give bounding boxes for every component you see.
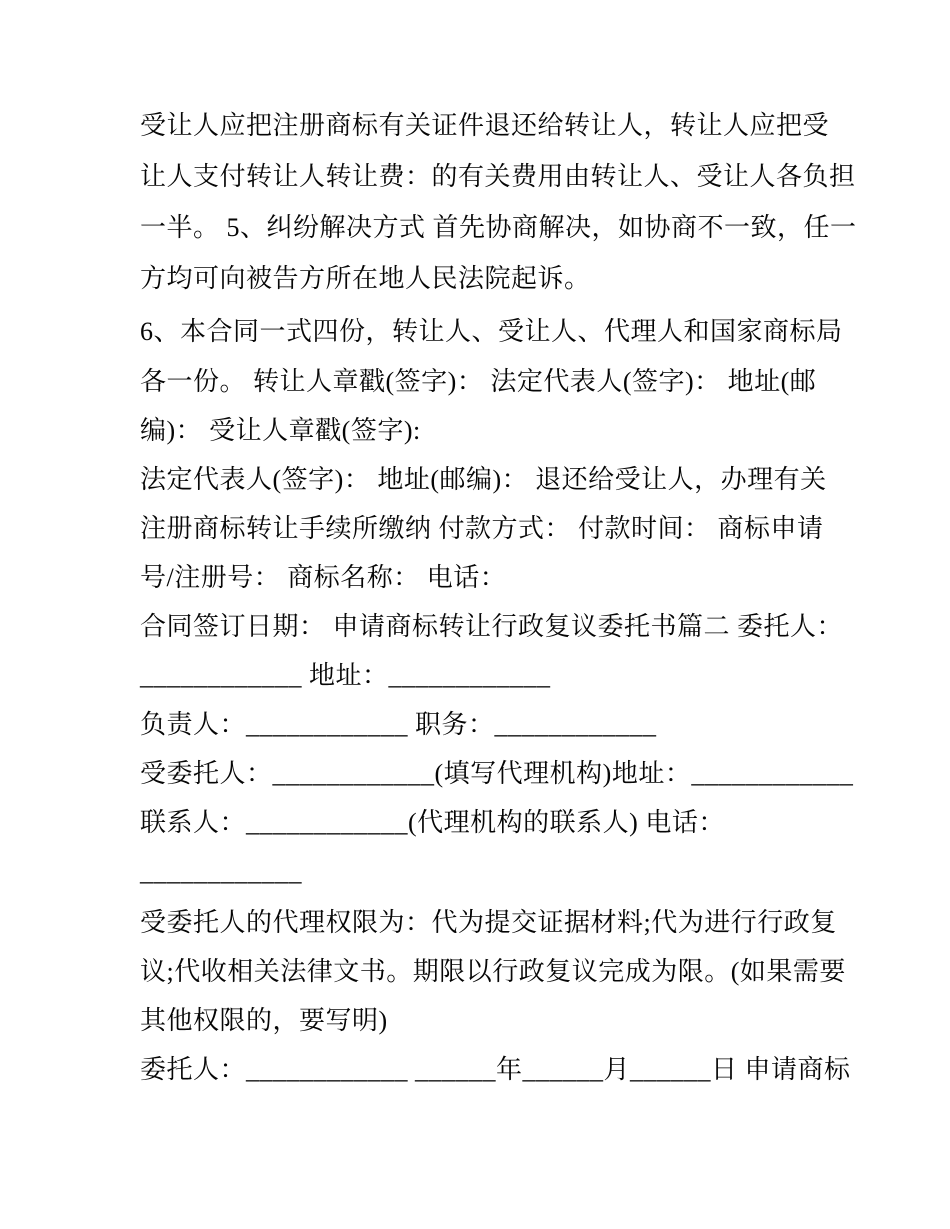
text-line: 一半。 5、纠纷解决方式 首先协商解决，如协商不一致，任一	[140, 213, 857, 242]
text-line: 受让人应把注册商标有关证件退还给转让人，转让人应把受	[140, 111, 830, 140]
text-line: 注册商标转让手续所缴纳 付款方式： 付款时间： 商标申请	[140, 514, 824, 543]
text-line: 其他权限的，要写明)	[140, 1006, 388, 1035]
blank-fill-line: ____________	[140, 857, 302, 886]
text-line: 合同签订日期： 申请商标转让行政复议委托书篇二 委托人：	[140, 612, 844, 641]
blank-fill-line: ____________ 地址：____________	[140, 661, 551, 690]
document-body	[140, 100, 857, 1094]
text-line: 6、本合同一式四份，转让人、受让人、代理人和国家商标局	[140, 317, 843, 346]
text-line: 法定代表人(签字)： 地址(邮编)： 退还给受让人，办理有关	[140, 465, 827, 494]
blank-fill-line: 负责人：____________ 职务：____________	[140, 710, 657, 739]
text-line: 号/注册号： 商标名称： 电话：	[140, 563, 507, 592]
text-line: 受委托人的代理权限为：代为提交证据材料;代为进行行政复	[140, 908, 837, 937]
text-line: 让人支付转让人转让费：的有关费用由转让人、受让人各负担	[140, 162, 856, 191]
text-line: 各一份。 转让人章戳(签字)： 法定代表人(签字)： 地址(邮	[140, 367, 817, 396]
text-line: 方均可向被告方所在地人民法院起诉。	[140, 264, 591, 293]
text-line: 编)： 受让人章戳(签字):	[140, 416, 421, 445]
text-line: 议;代收相关法律文书。期限以行政复议完成为限。(如果需要	[140, 957, 846, 986]
blank-fill-line: 受委托人：____________(填写代理机构)地址：____________	[140, 759, 854, 788]
blank-fill-line: 联系人：____________(代理机构的联系人) 电话：	[140, 808, 725, 837]
blank-fill-line: 委托人：____________ ______年______月______日 申请商标	[140, 1055, 851, 1084]
